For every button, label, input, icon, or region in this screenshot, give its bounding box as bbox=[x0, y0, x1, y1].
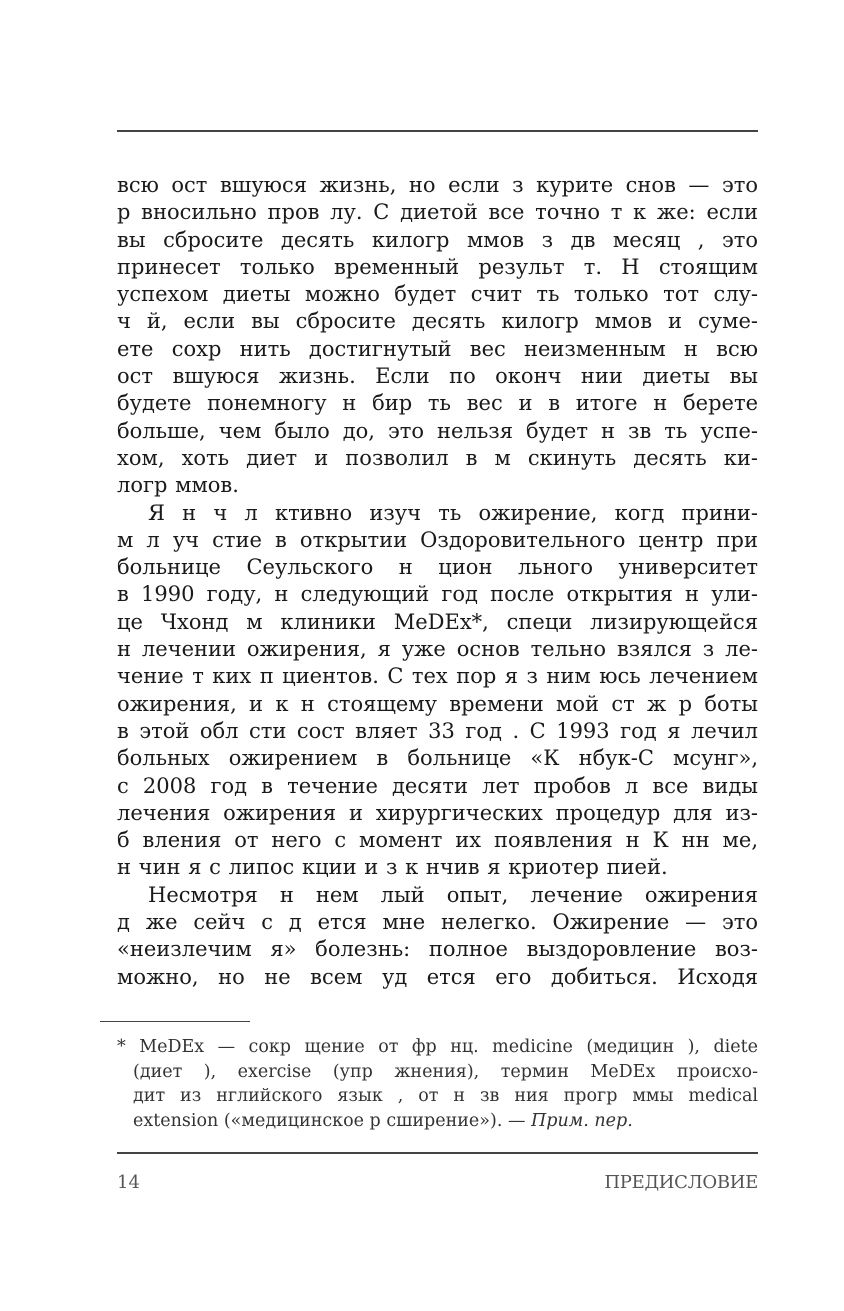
text-line: б вления от него с момент их появления н К нн ме, bbox=[117, 828, 758, 853]
text-line: будете понемногу н бир ть вес и в итоге н берете bbox=[117, 391, 758, 416]
footnote-separator bbox=[100, 1021, 250, 1022]
text-line: д же сейч с д ется мне нелегко. Ожирение — это bbox=[117, 910, 758, 935]
text-line: с 2008 год в течение десяти лет пробов л все виды bbox=[117, 773, 758, 798]
text-line: больных ожирением в больнице «К нбук-С мсунг», bbox=[117, 746, 758, 771]
text-line: вы сбросите десять килогр ммов з дв месяц , это bbox=[117, 227, 758, 252]
header-rule bbox=[117, 130, 758, 132]
text-line: принесет только временный результ т. Н стоящим bbox=[117, 254, 758, 279]
text-line: ост вшуюся жизнь. Если по оконч нии диеты вы bbox=[117, 364, 758, 389]
text-line: больше, чем было до, это нельзя будет н зв ть успе- bbox=[117, 418, 758, 443]
text-line: лечения ожирения и хирургических процедур для из- bbox=[117, 800, 758, 825]
text-line: больнице Сеульского н цион льного университет bbox=[117, 555, 758, 580]
text-line: це Чхонд м клиники MeDEx*, специ лизирующейся bbox=[117, 609, 758, 634]
footnote-line: * MeDEx — сокр щение от фр нц. medicine (медицин ), diete bbox=[117, 1037, 758, 1057]
text-line: ч й, если вы сбросите десять килогр ммов и суме- bbox=[117, 309, 758, 334]
text-line: в этой обл сти сост вляет 33 год . С 1993 год я лечил bbox=[117, 718, 758, 743]
page-number: 14 bbox=[117, 1172, 140, 1193]
footnote-line-last bbox=[117, 1109, 758, 1134]
text-line: в 1990 году, н следующий год после открытия н ули- bbox=[117, 582, 758, 607]
text-line: н чин я с липос кции и з к нчив я криотер пией. bbox=[117, 855, 668, 880]
footnote-line-text: extension («медицинское р сширение»). — bbox=[133, 1110, 526, 1131]
running-head: ПРЕДИСЛОВИЕ bbox=[604, 1172, 758, 1193]
text-line: успехом диеты можно будет счит ть только тот слу- bbox=[117, 282, 758, 307]
footnote bbox=[117, 1035, 758, 1133]
text-line: р вносильно пров лу. С диетой все точно т к же: если bbox=[117, 200, 758, 225]
text-line: «неизлечим я» болезнь: полное выздоровление воз- bbox=[117, 937, 758, 962]
footer-rule bbox=[117, 1152, 758, 1154]
body-text bbox=[117, 172, 758, 991]
text-line: н лечении ожирения, я уже основ тельно взялся з ле- bbox=[117, 637, 758, 662]
text-line: ожирения, и к н стоящему времени мой ст ж р боты bbox=[117, 691, 758, 716]
translator-note: Прим. пер. bbox=[531, 1110, 633, 1131]
footnote-line: дит из нглийского язык , от н зв ния прогр ммы medical bbox=[133, 1086, 758, 1106]
text-line: Я н ч л ктивно изуч ть ожирение, когд прини- bbox=[148, 500, 758, 525]
text-line: м л уч стие в открытии Оздоровительного центр при bbox=[117, 527, 758, 552]
footnote-line: (диет ), exercise (упр жнения), термин MeDEx происхо- bbox=[133, 1061, 758, 1082]
text-line: логр ммов. bbox=[117, 473, 239, 498]
text-line: можно, но не всем уд ется его добиться. Исходя bbox=[117, 964, 758, 989]
text-line: хом, хоть диет и позволил в м скинуть десять ки- bbox=[117, 445, 758, 470]
text-line: всю ост вшуюся жизнь, но если з курите снов — это bbox=[117, 173, 758, 197]
text-line: Несмотря н нем лый опыт, лечение ожирения bbox=[148, 882, 758, 907]
text-line: чение т ких п циентов. С тех пор я з ним юсь лечением bbox=[117, 664, 758, 689]
text-line: ете сохр нить достигнутый вес неизменным н всю bbox=[117, 336, 758, 361]
